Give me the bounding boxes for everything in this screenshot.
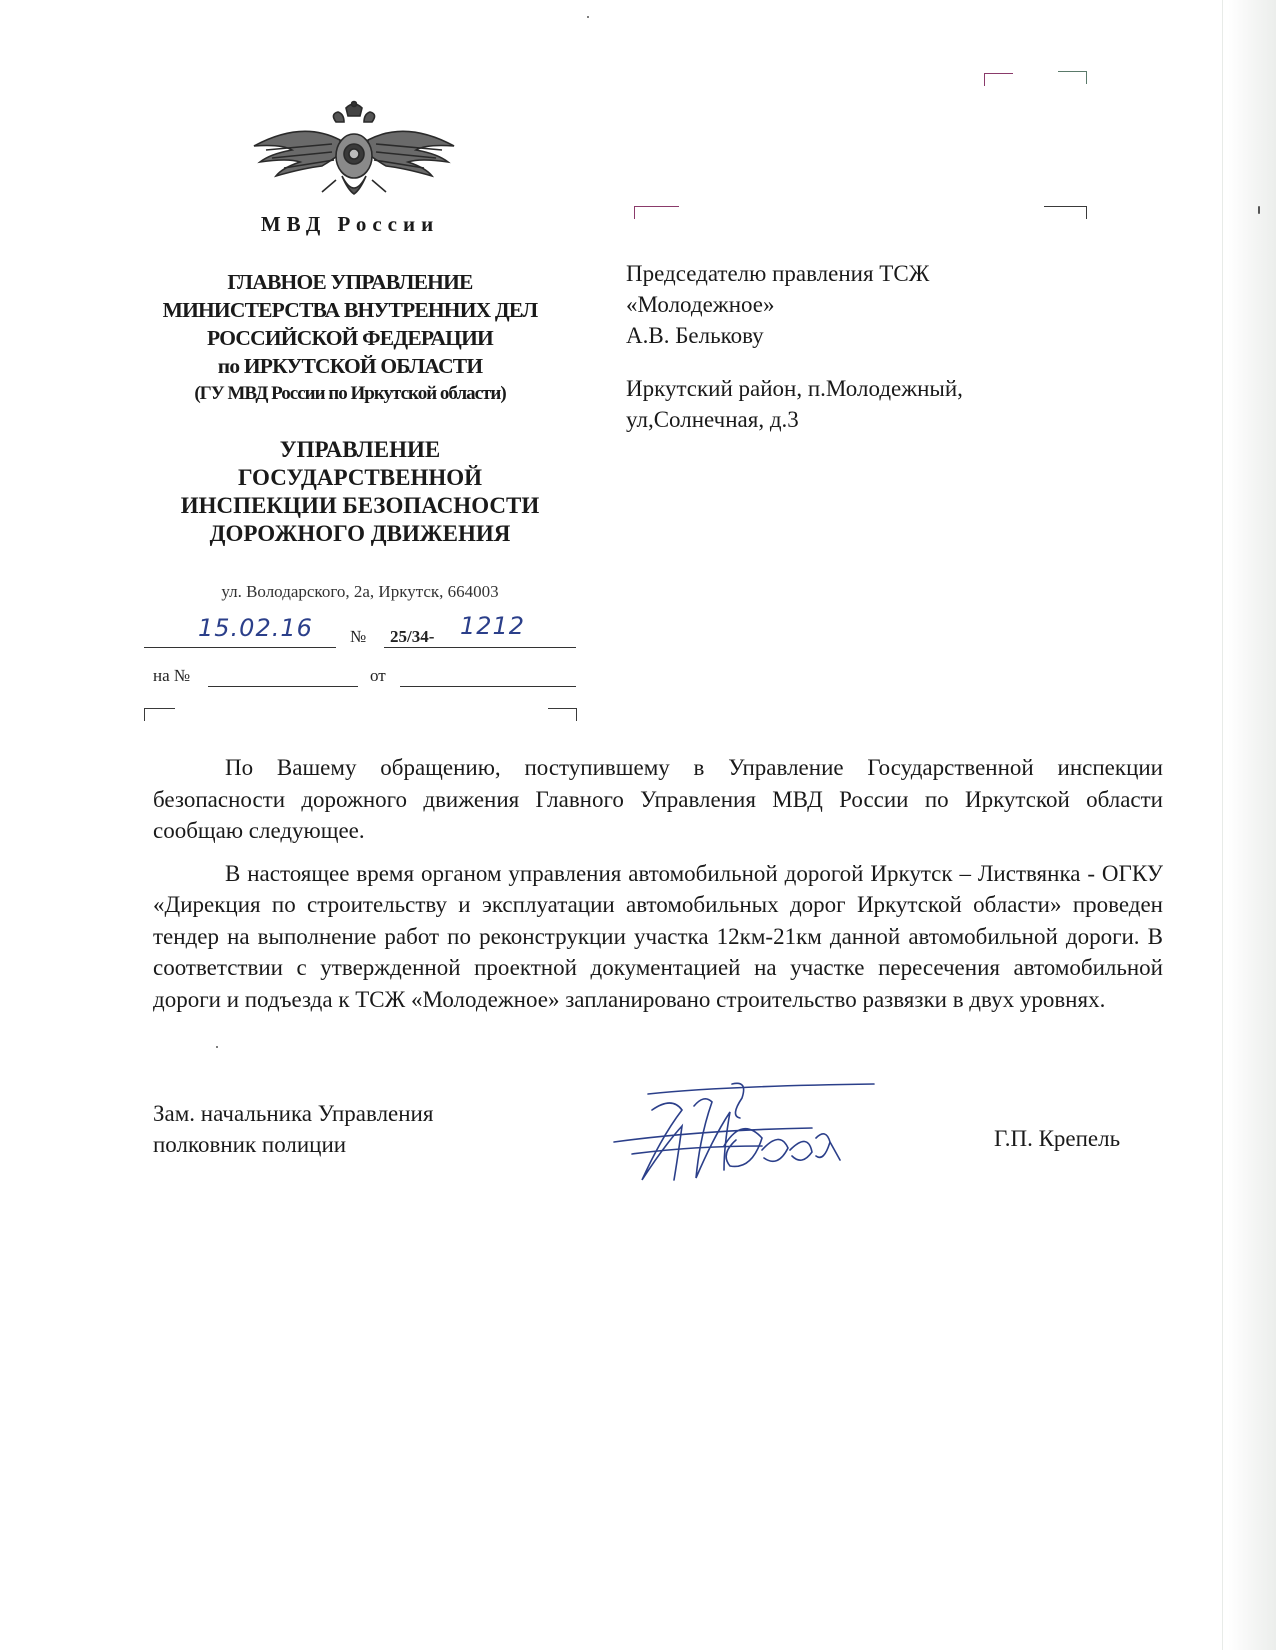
agency-short-name: МВД России (260, 212, 440, 236)
from-label: от (370, 666, 386, 685)
org-abbreviation: (ГУ МВД России по Иркутской области) (194, 383, 506, 404)
corner-mark (548, 708, 577, 721)
number-line (384, 647, 576, 648)
handwritten-signature (612, 1076, 882, 1188)
corner-mark (984, 73, 1013, 86)
dept-line: ИНСПЕКЦИИ БЕЗОПАСНОСТИ (180, 493, 540, 518)
scan-shadow (1228, 0, 1276, 1650)
corner-mark (634, 206, 679, 219)
position-line: Зам. начальника Управления (153, 1101, 434, 1126)
date-line (144, 647, 336, 648)
corner-mark (144, 708, 175, 721)
position-line: полковник полиции (153, 1132, 347, 1157)
number-prefix: 25/34- (390, 627, 435, 646)
emblem-icon (252, 100, 456, 208)
signatory-name: Г.П. Крепель (994, 1126, 1121, 1151)
registration-number: 1212 (460, 612, 526, 640)
corner-mark (1058, 71, 1087, 84)
org-line: РОССИЙСКОЙ ФЕДЕРАЦИИ (207, 326, 493, 350)
department-name (130, 436, 590, 548)
sender-address: ул. Володарского, 2а, Иркутск, 664003 (221, 582, 499, 601)
corner-mark (1044, 206, 1087, 219)
recipient-line: А.В. Белькову (626, 323, 764, 348)
dept-line: УПРАВЛЕНИЕ (279, 437, 441, 462)
letter-body (153, 752, 1163, 1026)
registration-date: 15.02.16 (198, 614, 313, 642)
scan-edge (1222, 0, 1223, 1650)
dept-line: ГОСУДАРСТВЕННОЙ (237, 465, 483, 490)
org-line: по ИРКУТСКОЙ ОБЛАСТИ (217, 354, 483, 378)
body-paragraph: По Вашему обращению, поступившему в Управление Государственной инспекции безопасности дорожного движения Главного Управления МВД России по Иркутской области сообщаю следующее. (153, 755, 1163, 843)
scan-speck (1258, 206, 1260, 214)
org-line: ГЛАВНОЕ УПРАВЛЕНИЕ (227, 270, 473, 294)
recipient-line: «Молодежное» (626, 292, 775, 317)
organization-name (130, 268, 570, 408)
from-line (400, 686, 576, 687)
number-label: № (350, 627, 367, 646)
recipient-block (626, 258, 1066, 435)
recipient-line: ул,Солнечная, д.3 (626, 407, 799, 432)
signatory-position (153, 1098, 433, 1160)
spacer (626, 351, 1066, 373)
scan-speck (587, 16, 589, 18)
dept-line: ДОРОЖНОГО ДВИЖЕНИЯ (209, 521, 511, 546)
reference-label: на № (153, 666, 191, 685)
recipient-line: Иркутский район, п.Молодежный, (626, 376, 963, 401)
scan-speck (216, 1046, 218, 1048)
recipient-line: Председателю правления ТСЖ (626, 261, 930, 286)
body-paragraph: В настоящее время органом управления автомобильной дорогой Иркутск – Листвянка - ОГКУ «Дирекция по строительству и эксплуатации автомобильных дорог Иркутской области» проведен тендер на выполнение работ по реконструкции участка 12км-21км данной автомобильной дороги. В соответствии с утвержденной проектной документацией на участке пересечения автомобильной дороги и подъезда к ТСЖ «Молодежное» запланировано строительство развязки в двух уровнях. (153, 860, 1163, 1012)
org-line: МИНИСТЕРСТВА ВНУТРЕННИХ ДЕЛ (162, 298, 538, 322)
reference-line (208, 686, 358, 687)
